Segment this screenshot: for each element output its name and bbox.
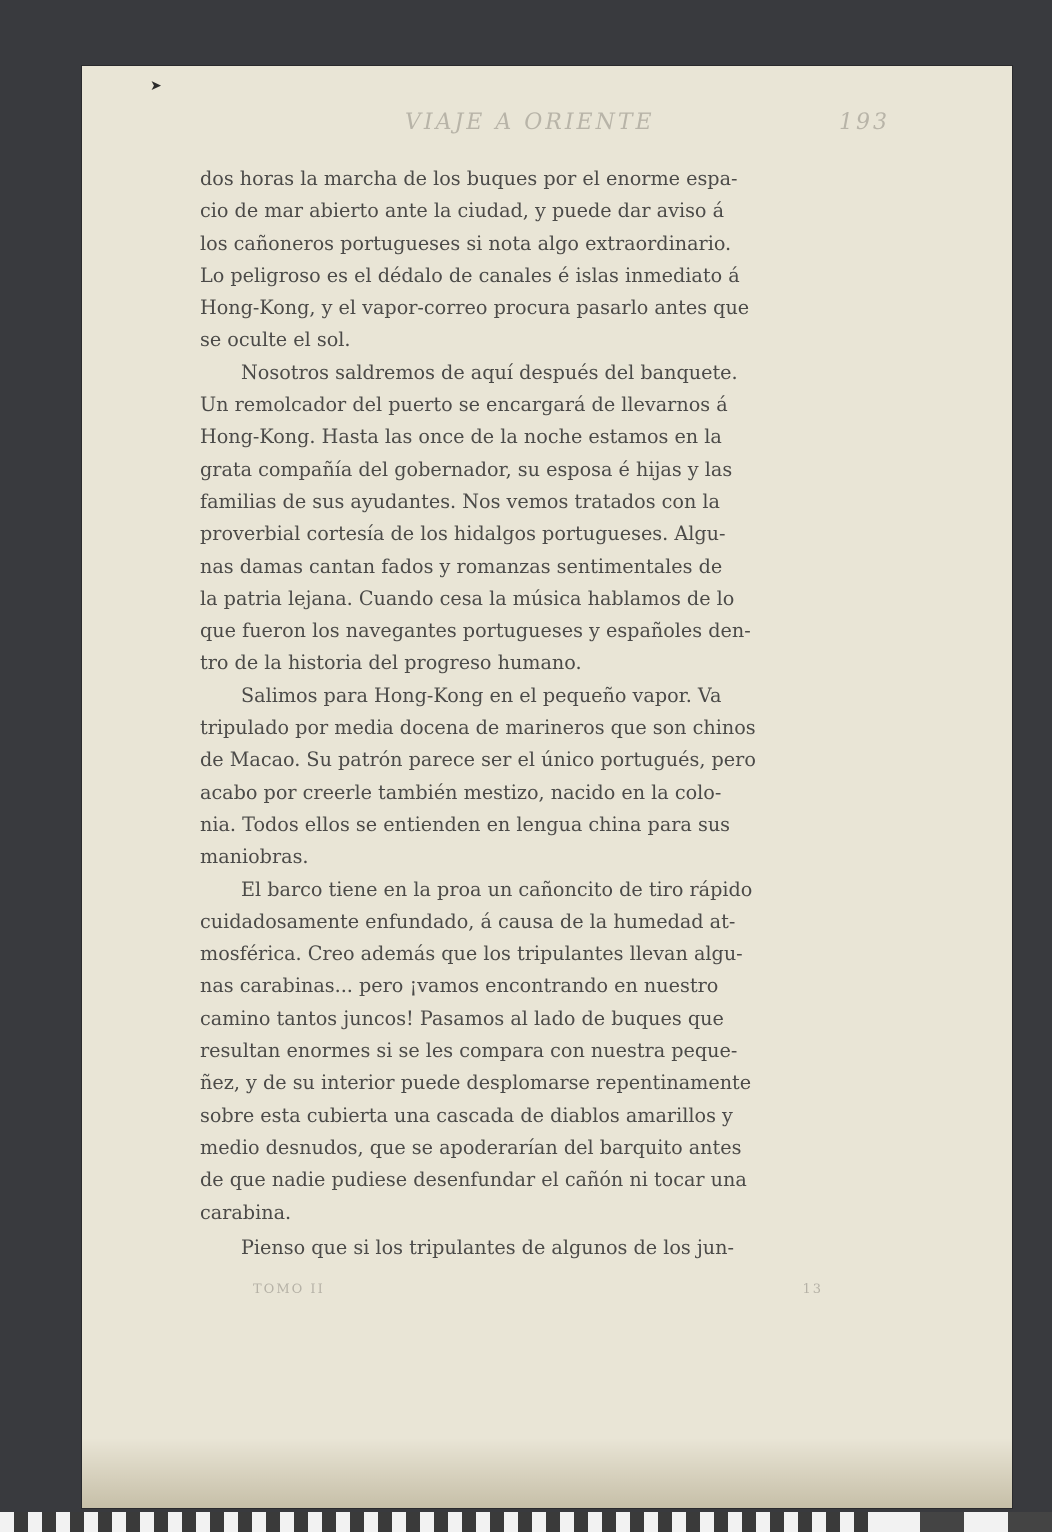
text-line: El barco tiene en la proa un cañoncito de tiro rápido bbox=[241, 877, 753, 901]
paragraph-4 bbox=[200, 874, 872, 1229]
text-line: la patria lejana. Cuando cesa la música hablamos de lo bbox=[200, 586, 735, 610]
arrow-mark-icon: ➤ bbox=[150, 78, 162, 94]
text-line: proverbial cortesía de los hidalgos portugueses. Algu- bbox=[200, 522, 726, 546]
signature-mark: 13 bbox=[802, 1282, 823, 1297]
page-stain bbox=[82, 1438, 1012, 1508]
text-line: carabina. bbox=[200, 1200, 292, 1224]
text-line: tripulado por media docena de marineros que son chinos bbox=[200, 716, 756, 740]
text-line: maniobras. bbox=[200, 845, 309, 869]
text-line: cio de mar abierto ante la ciudad, y puede dar aviso á bbox=[200, 199, 725, 223]
page-number: 193 bbox=[839, 110, 890, 135]
text-line: grata compañía del gobernador, su esposa é hijas y las bbox=[200, 457, 733, 481]
text-line: Hong-Kong, y el vapor-correo procura pasarlo antes que bbox=[200, 296, 750, 320]
text-line: se oculte el sol. bbox=[200, 328, 351, 352]
text-line: de Macao. Su patrón parece ser el único portugués, pero bbox=[200, 748, 756, 772]
scale-ruler-end bbox=[876, 1512, 1052, 1532]
text-line: Salimos para Hong-Kong en el pequeño vapor. Va bbox=[241, 683, 722, 707]
text-line: que fueron los navegantes portugueses y españoles den- bbox=[200, 619, 751, 643]
text-line: acabo por creerle también mestizo, nacido en la colo- bbox=[200, 780, 722, 804]
volume-label: TOMO II bbox=[253, 1282, 325, 1297]
text-line: tro de la historia del progreso humano. bbox=[200, 651, 582, 675]
text-line: camino tantos juncos! Pasamos al lado de buques que bbox=[200, 1006, 724, 1030]
running-header bbox=[330, 110, 890, 140]
text-line: nas damas cantan fados y romanzas sentimentales de bbox=[200, 554, 723, 578]
text-line: nas carabinas... pero ¡vamos encontrando en nuestro bbox=[200, 974, 719, 998]
paragraph-5 bbox=[200, 1232, 872, 1264]
text-line: cuidadosamente enfundado, á causa de la humedad at- bbox=[200, 909, 736, 933]
text-line: Nosotros saldremos de aquí después del banquete. bbox=[241, 360, 738, 384]
text-line: Lo peligroso es el dédalo de canales é islas inmediato á bbox=[200, 263, 740, 287]
paragraph-1 bbox=[200, 163, 872, 357]
text-line: los cañoneros portugueses si nota algo extraordinario. bbox=[200, 231, 732, 255]
text-line: nia. Todos ellos se entienden en lengua china para sus bbox=[200, 812, 731, 836]
text-line: resultan enormes si se les compara con nuestra peque- bbox=[200, 1039, 738, 1063]
text-line: mosférica. Creo además que los tripulantes llevan algu- bbox=[200, 942, 743, 966]
text-line: Un remolcador del puerto se encargará de llevarnos á bbox=[200, 393, 728, 417]
paragraph-3 bbox=[200, 680, 872, 874]
text-line: medio desnudos, que se apoderarían del barquito antes bbox=[200, 1135, 742, 1159]
text-line: sobre esta cubierta una cascada de diablos amarillos y bbox=[200, 1103, 733, 1127]
running-title: VIAJE A ORIENTE bbox=[405, 110, 655, 135]
page-footer bbox=[253, 1282, 823, 1297]
text-line: de que nadie pudiese desenfundar el cañón ni tocar una bbox=[200, 1168, 747, 1192]
paragraph-2 bbox=[200, 357, 872, 680]
text-line: dos horas la marcha de los buques por el enorme espa- bbox=[200, 167, 738, 190]
text-line: Hong-Kong. Hasta las once de la noche estamos en la bbox=[200, 425, 722, 449]
text-line: familias de sus ayudantes. Nos vemos tratados con la bbox=[200, 489, 721, 513]
text-line: ñez, y de su interior puede desplomarse repentinamente bbox=[200, 1071, 752, 1095]
body-text bbox=[200, 163, 872, 1264]
text-line: Pienso que si los tripulantes de algunos de los jun- bbox=[241, 1235, 735, 1259]
